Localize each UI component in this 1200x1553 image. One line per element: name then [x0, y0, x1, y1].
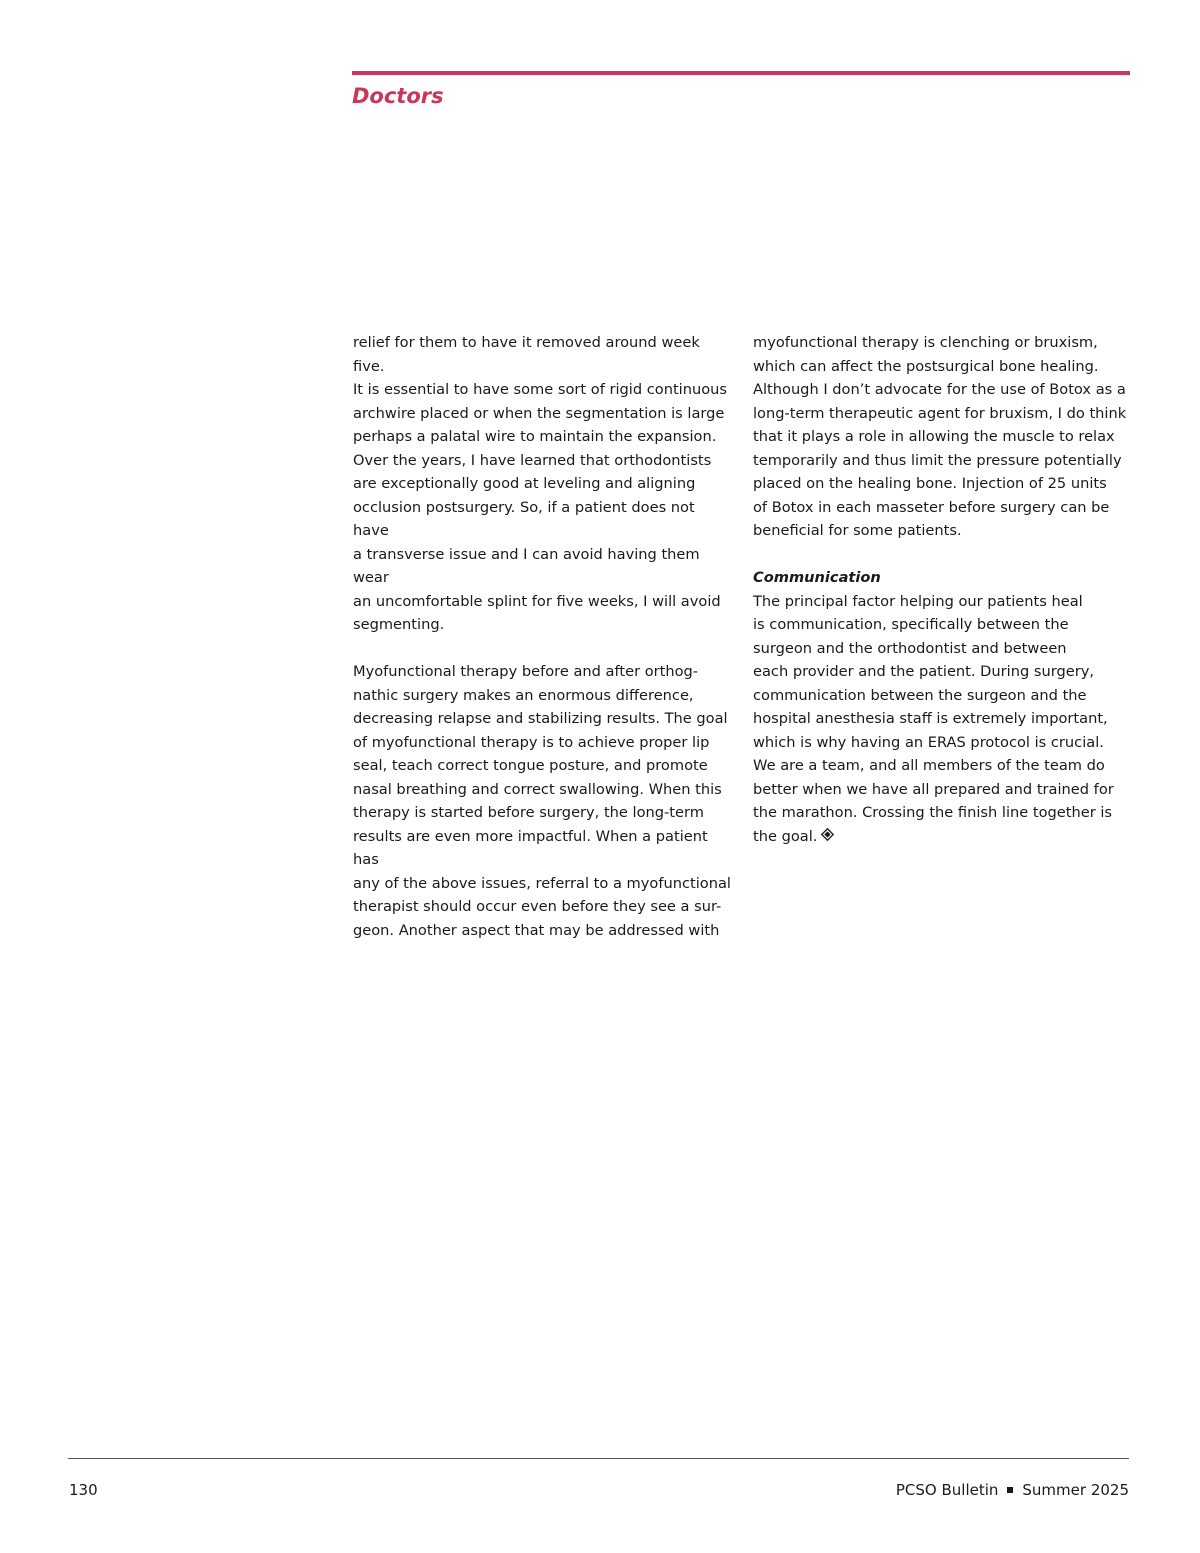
paragraph-gap [753, 543, 1133, 567]
paragraph-gap [353, 637, 733, 661]
publication-name: PCSO Bulletin [895, 1481, 999, 1499]
right-paragraph-2-text: The principal factor helping our patients heal is communication, specifically between the surgeon and the orthodontist and between each provider and the patient. During surgery, communication between the surgeon and the hospital anesthesia staff is extremely important, which is why having an ERAS protocol is crucial. We are a team, and all members of the team do better when we have all prepared and trained for the marathon. Crossing the finish line together is the goal. [753, 592, 1114, 845]
right-column [753, 331, 1133, 849]
left-paragraph-2: Myofunctional therapy before and after orthog- nathic surgery makes an enormous difference, decreasing relapse and stabilizing results. The goal of myofunctional therapy is to achieve proper lip seal, teach correct tongue posture, and promote nasal breathing and correct swallowing. When this therapy is started before surgery, the long-term results are even more impactful. When a patient has any of the above issues, referral to a myofunctional therapist should occur even before they see a sur- geon. Another aspect that may be addressed with [353, 663, 731, 939]
issue-name: Summer 2025 [1022, 1481, 1129, 1499]
subheading-communication: Communication [753, 569, 881, 586]
left-column [353, 331, 733, 942]
right-paragraph-1: myofunctional therapy is clenching or bruxism, which can affect the postsurgical bone healing. Although I don’t advocate for the use of Botox as a long-term therapeutic agent for bruxism, I do think that it plays a role in allowing the muscle to relax temporarily and thus limit the pressure potentially placed on the healing bone. Injection of 25 units of Botox in each masseter before surgery can be beneficial for some patients. [753, 334, 1127, 539]
diamond-end-mark-icon [821, 826, 834, 850]
section-title: Doctors [352, 84, 444, 108]
square-separator-icon [1007, 1487, 1013, 1493]
footer-publication [896, 1481, 1129, 1499]
page-number: 130 [69, 1481, 98, 1499]
section-header-rule [352, 71, 1130, 75]
left-paragraph-1: relief for them to have it removed around week five. It is essential to have some sort of rigid continuous archwire placed or when the segmentation is large perhaps a palatal wire to maintain the expansion. Over the years, I have learned that orthodontists are exceptionally good at leveling and aligning occlusion postsurgery. So, if a patient does not have a transverse issue and I can avoid having them wear an uncomfortable splint for five weeks, I will avoid segmenting. [353, 334, 728, 633]
footer-rule [68, 1458, 1129, 1459]
right-paragraph-2 [753, 590, 1133, 850]
